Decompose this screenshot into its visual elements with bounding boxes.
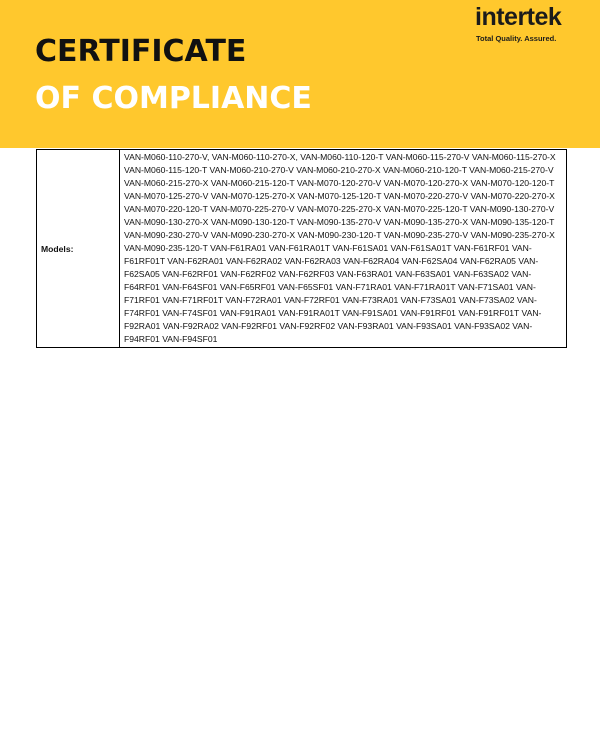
logo-wordmark: intertek	[475, 3, 562, 31]
title-certificate: CERTIFICATE	[35, 34, 247, 69]
certificate-header	[0, 0, 600, 148]
logo-tagline: Total Quality. Assured.	[476, 34, 557, 43]
table-row	[37, 150, 567, 348]
intertek-logo	[470, 2, 590, 48]
models-list: VAN-M060-110-270-V, VAN-M060-110-270-X, VAN-M060-110-120-T VAN-M060-115-270-V VAN-M060-115-270-X VAN-M060-115-120-T VAN-M060-210-270-V VAN-M060-210-270-X VAN-M060-210-120-T VAN-M060-215-270-V VAN-M060-215-270-X VAN-M060-215-120-T VAN-M070-120-270-V VAN-M070-120-270-X VAN-M070-120-120-T VAN-M070-125-270-V VAN-M070-125-270-X VAN-M070-125-120-T VAN-M070-220-270-V VAN-M070-220-270-X VAN-M070-220-120-T VAN-M070-225-270-V VAN-M070-225-270-X VAN-M070-225-120-T VAN-M090-130-270-V VAN-M090-130-270-X VAN-M090-130-120-T VAN-M090-135-270-V VAN-M090-135-270-X VAN-M090-135-120-T VAN-M090-230-270-V VAN-M090-230-270-X VAN-M090-230-120-T VAN-M090-235-270-V VAN-M090-235-270-X VAN-M090-235-120-T VAN-F61RA01 VAN-F61RA01T VAN-F61SA01 VAN-F61SA01T VAN-F61RF01 VAN-F61RF01T VAN-F62RA01 VAN-F62RA02 VAN-F62RA03 VAN-F62RA04 VAN-F62SA04 VAN-F62RA05 VAN-F62SA05 VAN-F62RF01 VAN-F62RF02 VAN-F62RF03 VAN-F63RA01 VAN-F63SA01 VAN-F63SA02 VAN-F64RF01 VAN-F64SF01 VAN-F65RF01 VAN-F65SF01 VAN-F71RA01 VAN-F71RA01T VAN-F71SA01 VAN-F71RF01 VAN-F71RF01T VAN-F72RA01 VAN-F72RF01 VAN-F73RA01 VAN-F73SA01 VAN-F73SA02 VAN-F74RF01 VAN-F74SF01 VAN-F91RA01 VAN-F91RA01T VAN-F91SA01 VAN-F91RF01 VAN-F91RF01T VAN-F92RA01 VAN-F92RA02 VAN-F92RF01 VAN-F92RF02 VAN-F93RA01 VAN-F93SA01 VAN-F93SA02 VAN-F94RF01 VAN-F94SF01	[120, 150, 567, 348]
title-of-compliance: OF COMPLIANCE	[35, 81, 312, 116]
models-table	[36, 149, 567, 348]
models-label: Models:	[37, 150, 120, 348]
